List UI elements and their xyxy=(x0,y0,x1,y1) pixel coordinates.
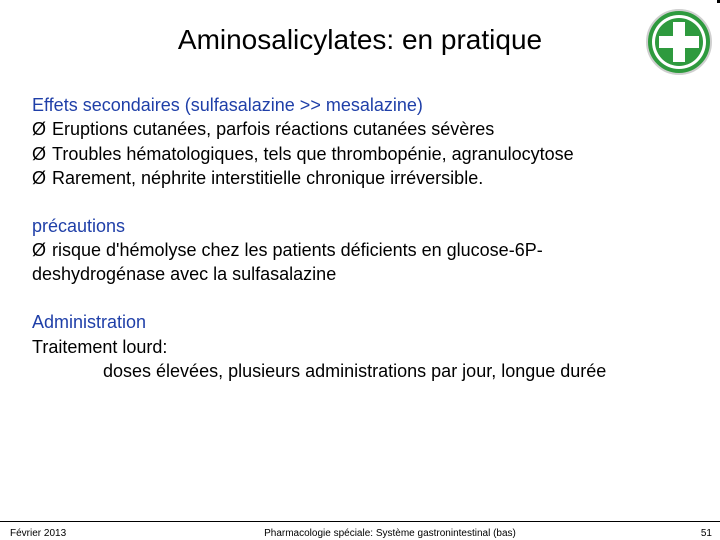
administration-heading: Administration xyxy=(32,312,147,332)
side-effect-text: Eruptions cutanées, parfois réactions cutanées sévères xyxy=(52,119,495,139)
administration-detail: doses élevées, plusieurs administrations par jour, longue durée xyxy=(103,361,607,381)
footer-divider xyxy=(0,521,720,522)
bullet-arrow-icon: Ø xyxy=(32,144,47,164)
side-effect-text: Troubles hématologiques, tels que thrombopénie, agranulocytose xyxy=(52,144,574,164)
precautions-heading: précautions xyxy=(32,216,126,236)
bullet-arrow-icon: Ø xyxy=(32,119,47,139)
side-effect-item xyxy=(32,143,574,165)
footer-date: Février 2013 xyxy=(10,528,67,539)
precaution-text-continued: deshydrogénase avec la sulfasalazine xyxy=(32,264,337,284)
administration-line: Traitement lourd: xyxy=(32,337,168,357)
page-number: 51 xyxy=(700,528,712,539)
precaution-text: risque d'hémolyse chez les patients déficients en glucose-6P- xyxy=(52,240,543,260)
side-effect-item xyxy=(32,118,494,140)
precaution-item xyxy=(32,239,543,261)
bullet-arrow-icon: Ø xyxy=(32,168,47,188)
bullet-arrow-icon: Ø xyxy=(32,240,47,260)
slide-title: Aminosalicylates: en pratique xyxy=(177,24,543,55)
side-effect-text: Rarement, néphrite interstitielle chronique irréversible. xyxy=(52,168,484,188)
side-effects-heading: Effets secondaires (sulfasalazine >> mesalazine) xyxy=(32,95,423,115)
green-cross-icon xyxy=(645,8,713,76)
side-effect-item xyxy=(32,167,483,189)
footer-course: Pharmacologie spéciale: Système gastronintestinal (bas) xyxy=(264,528,516,539)
